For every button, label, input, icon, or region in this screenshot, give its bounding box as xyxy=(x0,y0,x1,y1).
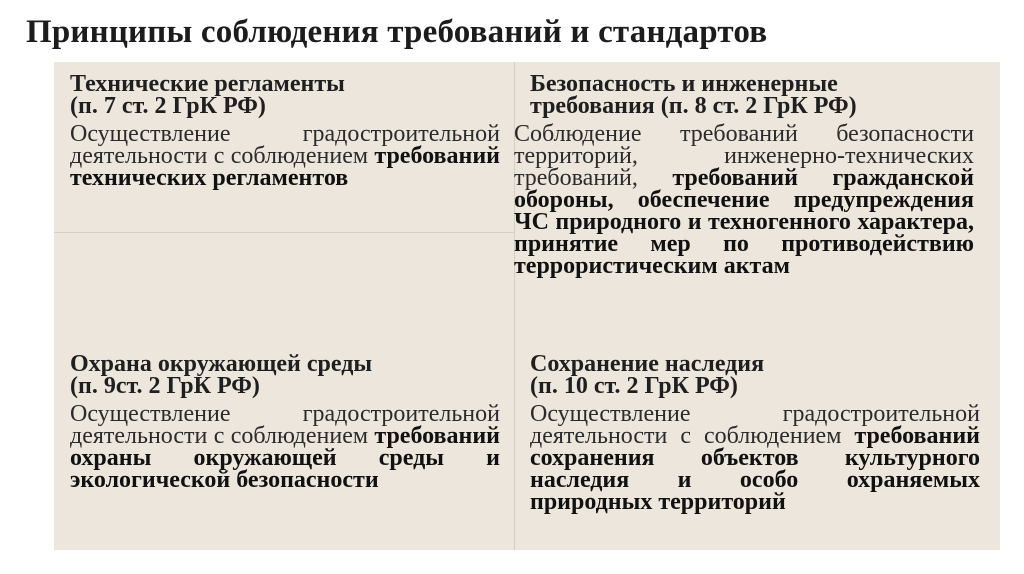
cell-text xyxy=(514,123,974,277)
cell-heading: Технические регламенты xyxy=(70,71,345,97)
page-title: Принципы соблюдения требований и стандартов xyxy=(26,14,768,50)
cell-subheading: требования (п. 8 ст. 2 ГрК РФ) xyxy=(530,93,857,119)
cell-environment xyxy=(70,353,500,491)
cell-subheading: (п. 7 ст. 2 ГрК РФ) xyxy=(70,93,266,119)
cell-text-normal: Соблюдение требований безопасности территорий, инженерно-технических требований, xyxy=(514,121,974,191)
cell-text-bold: требований технических регламентов xyxy=(70,143,500,191)
cell-text xyxy=(70,403,500,491)
cell-subheading: (п. 9ст. 2 ГрК РФ) xyxy=(70,373,260,399)
cell-text-normal: Осуществление градостроительной деятельности с соблюдением xyxy=(530,401,980,449)
cell-heading: Сохранение наследия xyxy=(530,351,765,377)
cell-text-bold: требований сохранения объектов культурного наследия и особо охраняемых природных территорий xyxy=(530,423,980,515)
cell-technical-regulations xyxy=(70,73,500,189)
cell-text-bold: требований гражданской обороны, обеспечение предупреждения ЧС природного и техногенного характера, принятие мер по противодействию террористическим актам xyxy=(514,165,974,279)
cell-heading: Безопасность и инженерные xyxy=(530,71,838,97)
cell-text-bold: требований охраны окружающей среды и экологической безопасности xyxy=(70,423,500,493)
cell-text-normal: Осуществление градостроительной деятельности с соблюдением xyxy=(70,121,500,169)
cell-safety-engineering xyxy=(514,73,974,277)
row-divider xyxy=(54,232,514,233)
cell-text-normal: Осуществление градостроительной деятельности с соблюдением xyxy=(70,401,500,449)
cell-heading: Охрана окружающей среды xyxy=(70,351,373,377)
cell-subheading: (п. 10 ст. 2 ГрК РФ) xyxy=(530,373,738,399)
cell-text xyxy=(70,123,500,189)
cell-text xyxy=(530,403,980,513)
cell-heritage xyxy=(530,353,980,513)
